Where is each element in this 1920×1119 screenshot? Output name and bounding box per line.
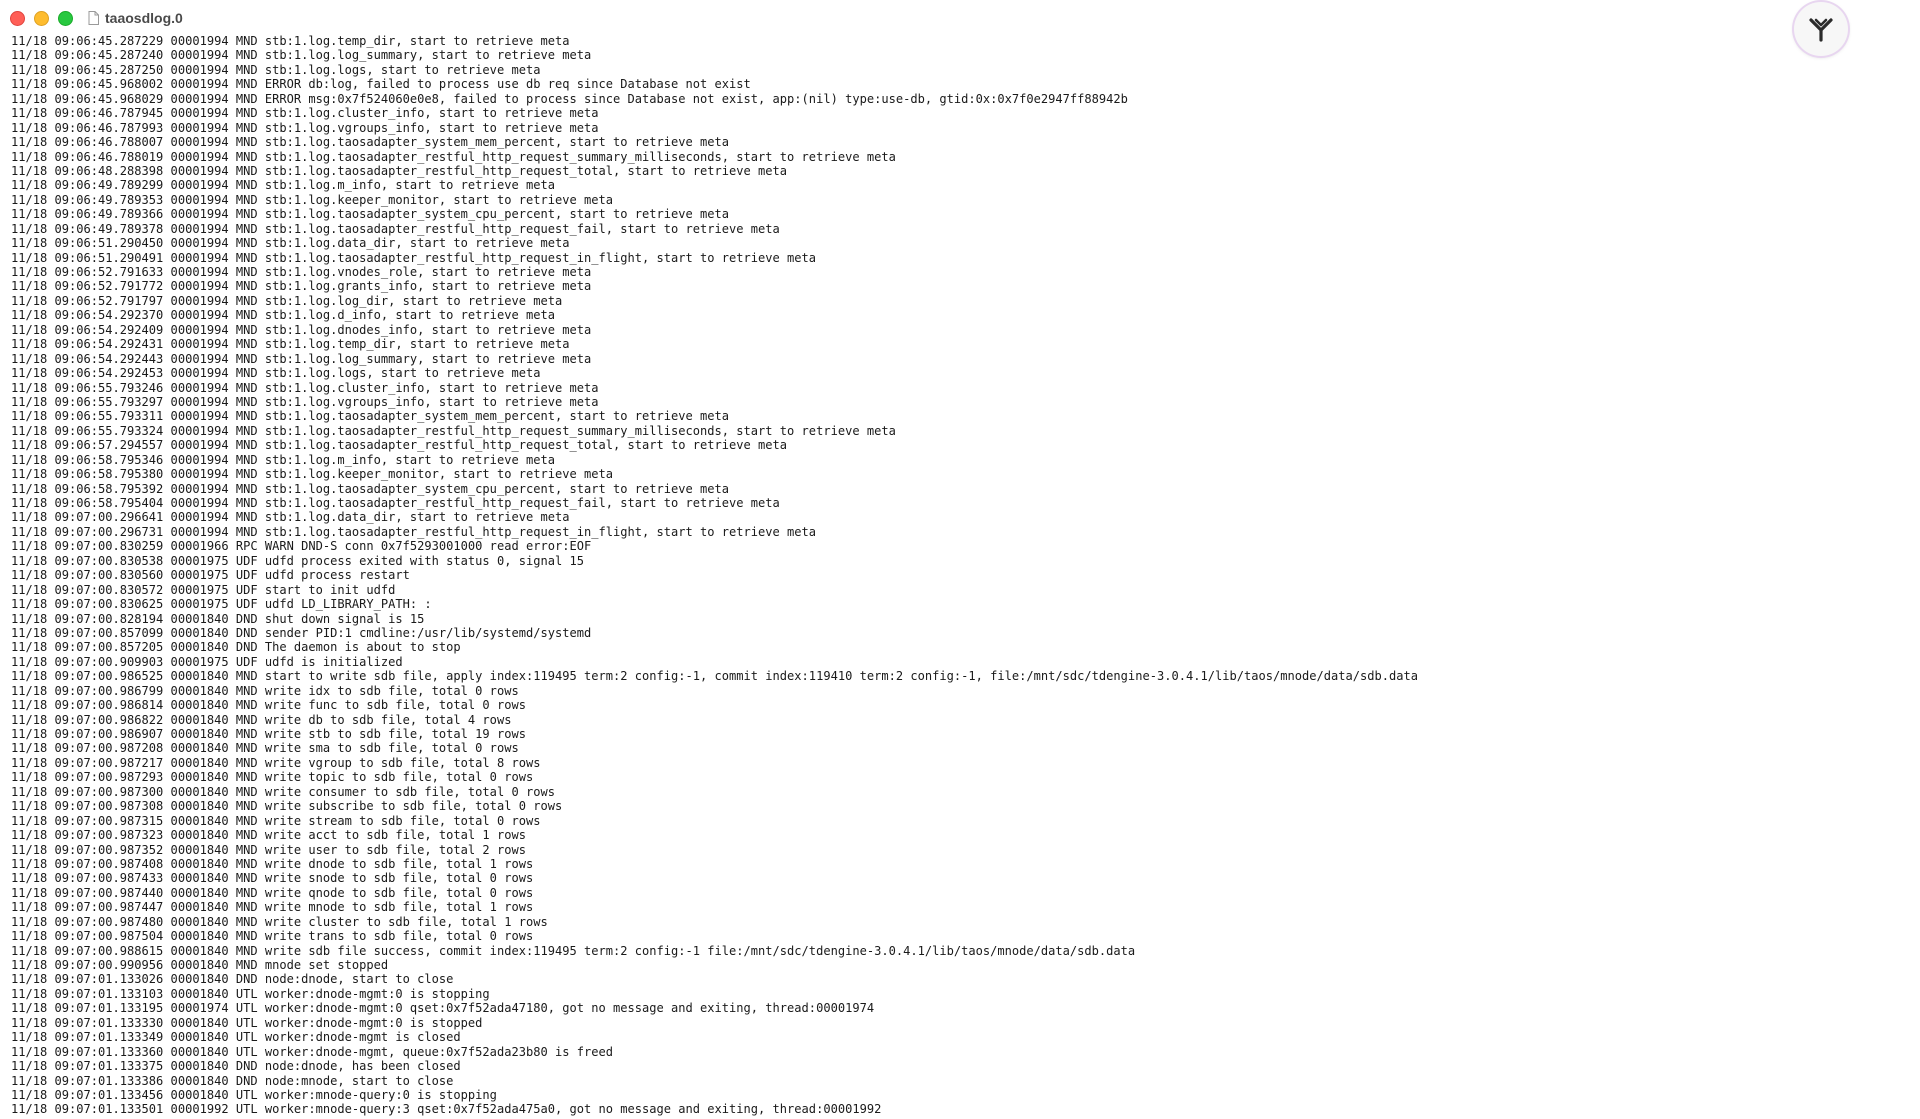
log-line: 11/18 09:07:00.987293 00001840 MND write topic to sdb file, total 0 rows [11, 770, 534, 785]
log-line: 11/18 09:06:58.795404 00001994 MND stb:1.log.taosadapter_restful_http_request_fail, start to retrieve meta [11, 496, 780, 510]
log-line: 11/18 09:06:54.292431 00001994 MND stb:1.log.temp_dir, start to retrieve meta [11, 337, 570, 352]
log-line: 11/18 09:07:00.830538 00001975 UDF udfd process exited with status 0, signal 15 [11, 553, 584, 568]
log-line: 11/18 09:07:00.987208 00001840 MND write sma to sdb file, total 0 rows [11, 741, 519, 756]
log-line: 11/18 09:06:49.789378 00001994 MND stb:1.log.taosadapter_restful_http_request_fail, start to retrieve meta [11, 221, 780, 236]
log-line: 11/18 09:07:00.830572 00001975 UDF start to init udfd [11, 582, 396, 597]
log-line: 11/18 09:07:01.133349 00001840 UTL worker:dnode-mgmt is closed [11, 1030, 461, 1045]
log-line: 11/18 09:07:01.133456 00001840 UTL worker:mnode-query:0 is stopping [11, 1087, 497, 1102]
log-line: 11/18 09:07:00.987504 00001840 MND write trans to sdb file, total 0 rows [11, 929, 534, 944]
log-line: 11/18 09:07:00.990956 00001840 MND mnode set stopped [11, 958, 389, 972]
log-line: 11/18 09:06:55.793297 00001994 MND stb:1.log.vgroups_info, start to retrieve meta [11, 394, 599, 409]
log-line: 11/18 09:06:49.789353 00001994 MND stb:1.log.keeper_monitor, start to retrieve meta [11, 192, 613, 207]
log-line: 11/18 09:07:00.296641 00001994 MND stb:1.log.data_dir, start to retrieve meta [11, 510, 570, 525]
log-line: 11/18 09:07:00.986799 00001840 MND write idx to sdb file, total 0 rows [11, 683, 519, 698]
log-line: 11/18 09:06:55.793324 00001994 MND stb:1.log.taosadapter_restful_http_request_summary_milliseconds, start to retrieve meta [11, 423, 896, 438]
log-line: 11/18 09:06:46.788007 00001994 MND stb:1.log.taosadapter_system_mem_percent, start to retrieve meta [11, 135, 730, 150]
log-line: 11/18 09:06:45.968029 00001994 MND ERROR msg:0x7f524060e0e8, failed to process since Database not exist, app:(nil) type:use-db, gtid:0x:0x7f0e2947ff88942b [11, 91, 1128, 106]
log-line: 11/18 09:07:00.987447 00001840 MND write mnode to sdb file, total 1 rows [11, 900, 534, 915]
log-line: 11/18 09:07:00.987408 00001840 MND write dnode to sdb file, total 1 rows [11, 856, 534, 871]
log-line: 11/18 09:06:55.793246 00001994 MND stb:1.log.cluster_info, start to retrieve meta [11, 380, 599, 395]
close-button[interactable] [10, 11, 25, 26]
log-line: 11/18 09:06:46.788019 00001994 MND stb:1.log.taosadapter_restful_http_request_summary_milliseconds, start to retrieve meta [11, 149, 896, 164]
log-line: 11/18 09:06:55.793311 00001994 MND stb:1.log.taosadapter_system_mem_percent, start to retrieve meta [11, 409, 730, 424]
log-line: 11/18 09:06:45.287240 00001994 MND stb:1.log.log_summary, start to retrieve meta [11, 48, 592, 63]
log-line: 11/18 09:06:49.789366 00001994 MND stb:1.log.taosadapter_system_cpu_percent, start to retrieve meta [11, 207, 730, 222]
log-line: 11/18 09:06:45.968002 00001994 MND ERROR db:log, failed to process use db req since Database not exist [11, 77, 751, 92]
title-bar [0, 0, 1920, 36]
log-line: 11/18 09:07:01.133195 00001974 UTL worker:dnode-mgmt:0 qset:0x7f52ada47180, got no message and exiting, thread:00001974 [11, 1001, 875, 1016]
log-line: 11/18 09:07:00.987308 00001840 MND write subscribe to sdb file, total 0 rows [11, 799, 563, 814]
log-line: 11/18 09:07:00.909903 00001975 UDF udfd is initialized [11, 654, 403, 669]
log-line: 11/18 09:07:00.987440 00001840 MND write qnode to sdb file, total 0 rows [11, 885, 534, 900]
log-line: 11/18 09:07:00.830625 00001975 UDF udfd LD_LIBRARY_PATH: : [11, 597, 432, 612]
log-line: 11/18 09:07:00.986814 00001840 MND write func to sdb file, total 0 rows [11, 698, 526, 713]
log-line: 11/18 09:06:45.287229 00001994 MND stb:1.log.temp_dir, start to retrieve meta [11, 34, 570, 48]
log-line: 11/18 09:06:45.287250 00001994 MND stb:1.log.logs, start to retrieve meta [11, 62, 541, 77]
log-line: 11/18 09:06:52.791797 00001994 MND stb:1.log.log_dir, start to retrieve meta [11, 293, 563, 308]
log-line: 11/18 09:06:54.292409 00001994 MND stb:1.log.dnodes_info, start to retrieve meta [11, 322, 592, 337]
window-title: taaosdlog.0 [105, 10, 183, 26]
log-line: 11/18 09:06:51.290491 00001994 MND stb:1.log.taosadapter_restful_http_request_in_flight, start to retrieve meta [11, 250, 817, 265]
log-line: 11/18 09:06:49.789299 00001994 MND stb:1.log.m_info, start to retrieve meta [11, 178, 555, 193]
log-text [0, 34, 1920, 1117]
document-content[interactable] [0, 34, 1920, 1119]
log-line: 11/18 09:07:00.857205 00001840 DND The daemon is about to stop [11, 640, 461, 655]
log-line: 11/18 09:06:57.294557 00001994 MND stb:1.log.taosadapter_restful_http_request_total, start to retrieve meta [11, 438, 788, 453]
log-line: 11/18 09:07:00.987352 00001840 MND write user to sdb file, total 2 rows [11, 842, 526, 857]
log-line: 11/18 09:07:01.133026 00001840 DND node:dnode, start to close [11, 972, 454, 987]
log-line: 11/18 09:07:00.987433 00001840 MND write snode to sdb file, total 0 rows [11, 871, 534, 886]
log-line: 11/18 09:07:00.986525 00001840 MND start to write sdb file, apply index:119495 term:2 config:-1, commit index:119410 term:2 config:-1, file:/mnt/sdc/tdengine-3.0.4.1/lib/taos/mnode/data/sdb.data [11, 669, 1419, 684]
log-line: 11/18 09:07:01.133360 00001840 UTL worker:dnode-mgmt, queue:0x7f52ada23b80 is freed [11, 1044, 613, 1059]
log-line: 11/18 09:06:52.791772 00001994 MND stb:1.log.grants_info, start to retrieve meta [11, 279, 592, 294]
window-controls [10, 11, 82, 26]
log-line: 11/18 09:07:00.988615 00001840 MND write sdb file success, commit index:119495 term:2 config:-1 file:/mnt/sdc/tdengine-3.0.4.1/lib/taos/mnode/data/sdb.data [11, 943, 1136, 958]
log-line: 11/18 09:06:54.292453 00001994 MND stb:1.log.logs, start to retrieve meta [11, 366, 541, 381]
log-line: 11/18 09:06:51.290450 00001994 MND stb:1.log.data_dir, start to retrieve meta [11, 236, 570, 251]
log-line: 11/18 09:06:58.795346 00001994 MND stb:1.log.m_info, start to retrieve meta [11, 452, 555, 467]
log-line: 11/18 09:06:58.795392 00001994 MND stb:1.log.taosadapter_system_cpu_percent, start to retrieve meta [11, 481, 730, 496]
log-line: 11/18 09:07:00.857099 00001840 DND sender PID:1 cmdline:/usr/lib/systemd/systemd [11, 625, 592, 640]
log-line: 11/18 09:07:00.828194 00001840 DND shut down signal is 15 [11, 611, 425, 626]
log-line: 11/18 09:07:00.987323 00001840 MND write acct to sdb file, total 1 rows [11, 828, 526, 843]
log-line: 11/18 09:07:01.133375 00001840 DND node:dnode, has been closed [11, 1059, 461, 1074]
log-line: 11/18 09:07:01.133330 00001840 UTL worker:dnode-mgmt:0 is stopped [11, 1015, 483, 1030]
minimize-button[interactable] [34, 11, 49, 26]
zoom-button[interactable] [58, 11, 73, 26]
log-line: 11/18 09:07:01.133501 00001992 UTL worker:mnode-query:3 qset:0x7f52ada475a0, got no message and exiting, thread:00001992 [11, 1102, 882, 1117]
log-line: 11/18 09:07:00.296731 00001994 MND stb:1.log.taosadapter_restful_http_request_in_flight, start to retrieve meta [11, 524, 817, 539]
log-line: 11/18 09:06:46.787945 00001994 MND stb:1.log.cluster_info, start to retrieve meta [11, 106, 599, 121]
log-line: 11/18 09:07:01.133386 00001840 DND node:mnode, start to close [11, 1073, 454, 1088]
log-line: 11/18 09:06:58.795380 00001994 MND stb:1.log.keeper_monitor, start to retrieve meta [11, 467, 613, 482]
log-line: 11/18 09:07:00.987480 00001840 MND write cluster to sdb file, total 1 rows [11, 914, 548, 929]
log-line: 11/18 09:07:00.987315 00001840 MND write stream to sdb file, total 0 rows [11, 813, 541, 828]
document-icon [88, 11, 99, 25]
log-line: 11/18 09:06:52.791633 00001994 MND stb:1.log.vnodes_role, start to retrieve meta [11, 265, 592, 279]
log-line: 11/18 09:06:54.292370 00001994 MND stb:1.log.d_info, start to retrieve meta [11, 308, 555, 323]
log-line: 11/18 09:06:54.292443 00001994 MND stb:1.log.log_summary, start to retrieve meta [11, 351, 592, 366]
log-line: 11/18 09:06:48.288398 00001994 MND stb:1.log.taosadapter_restful_http_request_total, start to retrieve meta [11, 163, 788, 178]
log-line: 11/18 09:07:00.830560 00001975 UDF udfd process restart [11, 568, 410, 583]
log-line: 11/18 09:07:00.987300 00001840 MND write consumer to sdb file, total 0 rows [11, 784, 555, 799]
log-line: 11/18 09:07:00.986907 00001840 MND write stb to sdb file, total 19 rows [11, 727, 526, 741]
log-line: 11/18 09:07:00.830259 00001966 RPC WARN DND-S conn 0x7f5293001000 read error:EOF [11, 539, 592, 554]
log-line: 11/18 09:07:00.987217 00001840 MND write vgroup to sdb file, total 8 rows [11, 755, 541, 770]
log-line: 11/18 09:07:01.133103 00001840 UTL worker:dnode-mgmt:0 is stopping [11, 986, 490, 1001]
log-line: 11/18 09:06:46.787993 00001994 MND stb:1.log.vgroups_info, start to retrieve meta [11, 120, 599, 135]
log-line: 11/18 09:07:00.986822 00001840 MND write db to sdb file, total 4 rows [11, 712, 512, 727]
